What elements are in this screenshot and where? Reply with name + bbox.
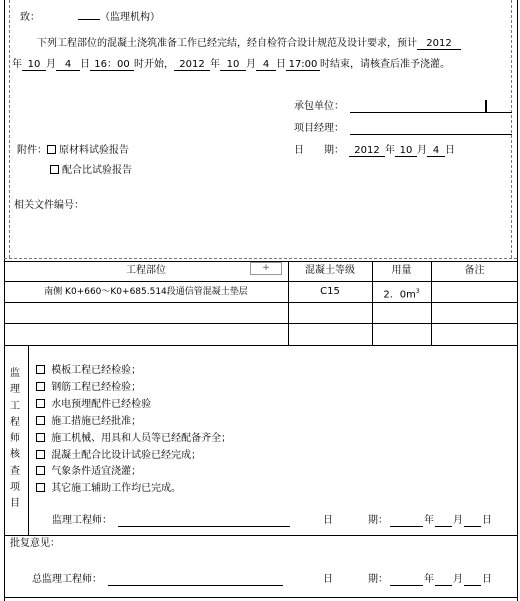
engineer-month-field[interactable] xyxy=(435,526,452,527)
dashed-margin-left xyxy=(9,0,10,258)
start-text: 时开始， xyxy=(134,59,174,70)
form-bottom-border xyxy=(4,597,518,598)
request-line-2 xyxy=(12,59,450,71)
table-cell-grade: C15 xyxy=(320,286,340,297)
date-yue: 月 xyxy=(453,574,463,585)
sign-day[interactable]: 4 xyxy=(427,145,445,157)
chief-year-field[interactable] xyxy=(390,585,423,586)
checkbox-embedded[interactable] xyxy=(36,399,45,408)
date-yue: 月 xyxy=(453,515,463,526)
check-item-label: 混凝土配合比设计试验已经完成； xyxy=(51,450,202,461)
check-item-label: 施工措施已经批准； xyxy=(51,416,142,427)
dashed-separator xyxy=(4,258,517,259)
date-qi: 期： xyxy=(368,515,388,526)
contractor-label: 承包单位： xyxy=(294,101,344,112)
side-char: 查 xyxy=(10,465,20,477)
side-char: 师 xyxy=(10,433,20,445)
date-qi: 期： xyxy=(368,574,388,585)
check-item xyxy=(36,382,141,394)
checkbox-mix-ratio[interactable] xyxy=(50,165,59,174)
date-nian: 年 xyxy=(424,574,434,585)
table-row-1-bottom xyxy=(4,302,518,303)
year-char: 年 xyxy=(210,59,220,70)
column-header-grade: 混凝土等级 xyxy=(305,265,355,276)
date-ri2: 日 xyxy=(482,515,492,526)
chief-engineer-label: 总监理工程师： xyxy=(32,574,102,585)
date-label: 日 期： xyxy=(294,145,344,156)
checks-side-divider xyxy=(28,345,29,535)
year-char: 年 xyxy=(12,59,22,70)
check-item-label: 钢筋工程已经检验； xyxy=(51,382,142,393)
check-item xyxy=(36,433,231,445)
checkbox-weather[interactable] xyxy=(36,466,45,475)
checkbox-auxiliary[interactable] xyxy=(36,483,45,492)
date-ri: 日 xyxy=(323,574,333,585)
month-char: 月 xyxy=(417,145,427,156)
day-char: 日 xyxy=(80,59,90,70)
org-blank[interactable] xyxy=(78,19,100,20)
check-item xyxy=(36,450,201,462)
approval-label: 批复意见： xyxy=(10,538,60,549)
side-char: 核 xyxy=(10,449,20,461)
text-cursor xyxy=(485,100,487,113)
engineer-day-field[interactable] xyxy=(464,526,481,527)
pm-label: 项目经理： xyxy=(294,123,344,134)
qty-value: 2．0m xyxy=(383,289,416,301)
table-bottom-border xyxy=(4,345,518,346)
add-row-button[interactable]: + xyxy=(250,262,282,275)
attachment-2 xyxy=(50,165,132,177)
qty-unit-sup: 3 xyxy=(415,288,420,295)
checkbox-rebar[interactable] xyxy=(36,382,45,391)
column-header-part: 工程部位 xyxy=(126,265,166,276)
date-ri2: 日 xyxy=(482,574,492,585)
check-item-label: 水电预埋配件已经检验 xyxy=(51,399,152,410)
attachments-label: 附件： xyxy=(17,145,47,156)
column-header-note: 备注 xyxy=(464,265,485,276)
dashed-margin-right xyxy=(511,0,512,258)
check-item-label: 其它施工辅助工作均已完成。 xyxy=(51,483,182,494)
to-prefix: 致： xyxy=(20,12,40,23)
check-item-label: 气象条件适宜浇灌； xyxy=(51,466,142,477)
day-char: 日 xyxy=(276,59,286,70)
check-item-label: 模板工程已经检验； xyxy=(51,365,142,376)
month-char: 月 xyxy=(46,59,56,70)
contractor-field[interactable] xyxy=(350,112,512,113)
day-char: 日 xyxy=(445,145,455,156)
end-year[interactable]: 2012 xyxy=(174,59,210,71)
end-day[interactable]: 4 xyxy=(256,59,276,71)
side-char: 项 xyxy=(10,482,20,494)
related-docs-label: 相关文件编号： xyxy=(14,200,84,211)
chief-day-field[interactable] xyxy=(464,585,481,586)
side-char: 监 xyxy=(10,368,20,379)
date-ri: 日 xyxy=(323,515,333,526)
table-cell-qty xyxy=(372,282,431,305)
check-item xyxy=(36,365,141,377)
sign-month[interactable]: 10 xyxy=(395,145,417,157)
side-char: 目 xyxy=(10,498,20,510)
checkbox-measures[interactable] xyxy=(36,416,45,425)
checkbox-mix-test[interactable] xyxy=(36,450,45,459)
check-item-label: 施工机械、用具和人员等已经配备齐全； xyxy=(51,433,232,444)
addressee-line xyxy=(20,12,160,24)
outer-border-right xyxy=(517,0,518,601)
checkbox-raw-material[interactable] xyxy=(47,145,56,154)
start-time[interactable]: 16：00 xyxy=(90,59,134,71)
to-org: （监理机构） xyxy=(100,12,160,23)
checkbox-equipment[interactable] xyxy=(36,433,45,442)
attachment-1 xyxy=(17,145,129,157)
engineer-year-field[interactable] xyxy=(390,526,423,527)
check-item xyxy=(36,483,181,495)
end-time[interactable]: 17:00 xyxy=(286,59,320,71)
checkbox-formwork[interactable] xyxy=(36,365,45,374)
side-char: 理 xyxy=(10,384,20,396)
year-char: 年 xyxy=(385,145,395,156)
column-header-qty: 用量 xyxy=(391,265,412,276)
engineer-label: 监理工程师： xyxy=(52,515,112,526)
chief-signature-field[interactable] xyxy=(108,585,283,586)
request-line-1 xyxy=(37,38,461,50)
engineer-signature-field[interactable] xyxy=(118,526,290,527)
check-item xyxy=(36,416,141,428)
table-cell-part: 南侧 K0+660～K0+685.514段通信管混凝土垫层 xyxy=(44,287,248,297)
end-month[interactable]: 10 xyxy=(220,59,246,71)
checks-side-label xyxy=(9,366,21,513)
check-item xyxy=(36,399,151,411)
table-row-2-bottom xyxy=(4,323,518,324)
side-char: 工 xyxy=(10,400,20,412)
date-nian: 年 xyxy=(424,515,434,526)
pm-field[interactable] xyxy=(350,134,512,135)
sign-year[interactable]: 2012 xyxy=(349,145,385,157)
request-text: 下列工程部位的混凝土浇筑准备工作已经完结，经自检符合设计规范及设计要求，预计 xyxy=(37,38,417,49)
start-year[interactable]: 2012 xyxy=(417,38,461,50)
end-text: 时结束，请核查后准予浇灌。 xyxy=(320,59,450,70)
start-day[interactable]: 4 xyxy=(56,59,80,71)
side-char: 程 xyxy=(10,416,20,428)
attachment-item-2: 配合比试验报告 xyxy=(62,165,132,176)
start-month[interactable]: 10 xyxy=(22,59,46,71)
sign-date xyxy=(294,145,455,157)
check-item xyxy=(36,466,141,478)
month-char: 月 xyxy=(246,59,256,70)
checks-bottom-border xyxy=(4,535,518,536)
attachment-item-1: 原材料试验报告 xyxy=(59,145,129,156)
chief-month-field[interactable] xyxy=(435,585,452,586)
